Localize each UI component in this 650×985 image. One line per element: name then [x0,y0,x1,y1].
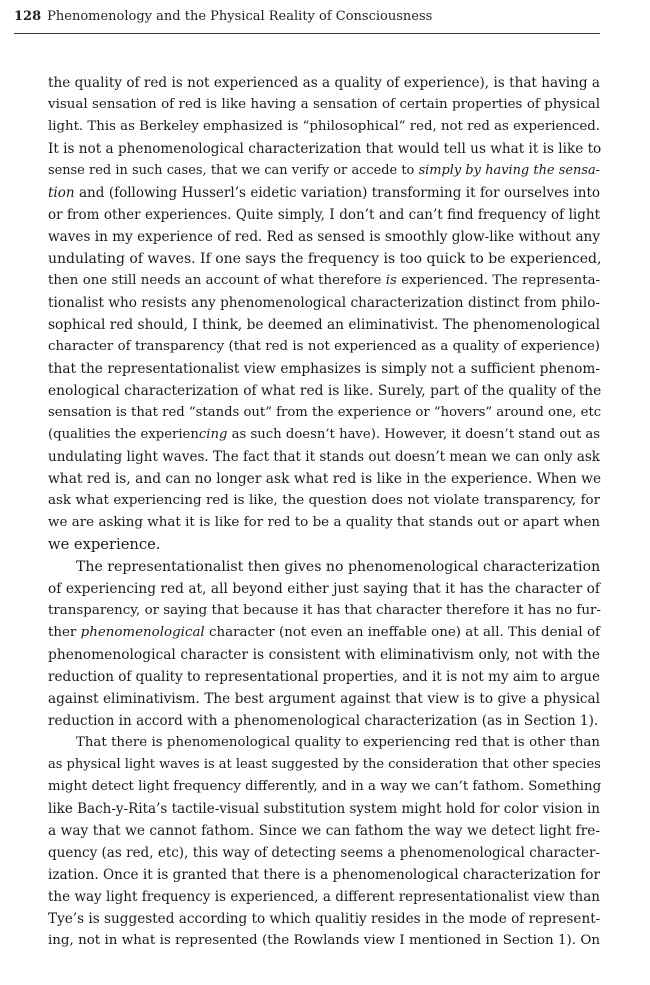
text-line: reduction of quality to representational properties, and it is not my aim to argue [48,669,600,685]
text-line: the way light frequency is experienced, a different representationalist view than [48,889,600,905]
header-rule [14,33,600,34]
text-line: a way that we cannot fathom. Since we can fathom the way we detect light fre- [48,823,600,839]
text-line: as physical light waves is at least suggested by the consideration that other species [48,757,601,772]
text-line: of experiencing red at, all beyond either just saying that it has the character of [48,581,600,597]
text-line: character of transparency (that red is not experienced as a quality of experience) [48,339,600,354]
text-line: sophical red should, I think, be deemed an eliminativist. The phenomenological [48,317,600,333]
text-line: might detect light frequency differently, and in a way we can’t fathom. Something [48,779,602,794]
text-line: like Bach-y-Rita’s tactile-visual substitution system might hold for color vision in [48,801,600,817]
italic-text: cing [198,427,228,442]
text-line: ask what experiencing red is like, the question does not violate transparency, for [48,493,600,508]
text-line: visual sensation of red is like having a sensation of certain properties of physical [48,97,600,112]
text-line: ization. Once it is granted that there is a phenomenological characterization for [48,867,600,883]
body-text [48,72,600,952]
running-header [14,8,600,30]
text-line: that the representationalist view emphasizes is simply not a sufficient phenom- [48,361,600,377]
text-line: reduction in accord with a phenomenological characterization (as in Section 1). [48,713,599,729]
text-line: the quality of red is not experienced as a quality of experience), is that having a [48,75,600,91]
text-line: ing, not in what is represented (the Rowlands view I mentioned in Section 1). On [48,933,600,948]
text-line: enological characterization of what red is like. Surely, part of the quality of the [48,383,602,399]
text-line: quency (as red, etc), this way of detecting seems a phenomenological character- [48,845,600,861]
text-line: undulating light waves. The fact that it stands out doesn’t mean we can only ask [48,449,600,465]
text-line: phenomenological character is consistent with eliminativism only, not with the [48,647,600,663]
text-line: what red is, and can no longer ask what red is like in the experience. When we [48,471,602,487]
text-line: (qualities the experiencing as such doesn’t have). However, it doesn’t stand out as [48,427,600,442]
text-line: waves in my experience of red. Red as sensed is smoothly glow-like without any [48,229,600,245]
text-line: sense red in such cases, that we can verify or accede to simply by having the sensa- [48,163,600,178]
paragraph-start-line: That there is phenomenological quality to experiencing red that is other than [76,735,600,750]
paragraph-start-line: The representationalist then gives no phenomenological characterization [76,559,601,575]
text-line: tion and (following Husserl’s eidetic variation) transforming it for ourselves into [48,185,600,201]
text-line: against eliminativism. The best argument against that view is to give a physical [48,691,600,707]
italic-text: simply by having the sensa- [418,163,600,178]
text-line: It is not a phenomenological characterization that would tell us what it is like to [48,141,602,157]
text-line: light. This as Berkeley emphasized is “philosophical” red, not red as experienced. [48,119,600,134]
text-line: or from other experiences. Quite simply, I don’t and can’t find frequency of light [48,207,600,223]
text-line: then one still needs an account of what therefore is experienced. The representa- [48,273,601,288]
running-title: Phenomenology and the Physical Reality of Consciousness [47,9,433,24]
text-line: undulating of waves. If one says the frequency is too quick to be experienced, [48,251,602,267]
italic-text: tion [48,185,75,201]
text-line: ther phenomenological character (not even an ineffable one) at all. This denial of [48,625,600,640]
text-line: we experience. [48,536,161,553]
text-line: Tye’s is suggested according to which qualitiy resides in the mode of represent- [48,911,601,927]
italic-text: is [385,273,397,288]
text-line: we are asking what it is like for red to be a quality that stands out or apart when [48,515,600,530]
page-number: 128 [14,9,42,24]
text-line: sensation is that red “stands out” from the experience or “hovers” around one, etc [48,405,602,420]
text-line: transparency, or saying that because it has that character therefore it has no fur- [48,603,601,618]
text-line: tionalist who resists any phenomenological characterization distinct from philo- [48,295,600,311]
italic-text: phenomenological [80,625,205,640]
